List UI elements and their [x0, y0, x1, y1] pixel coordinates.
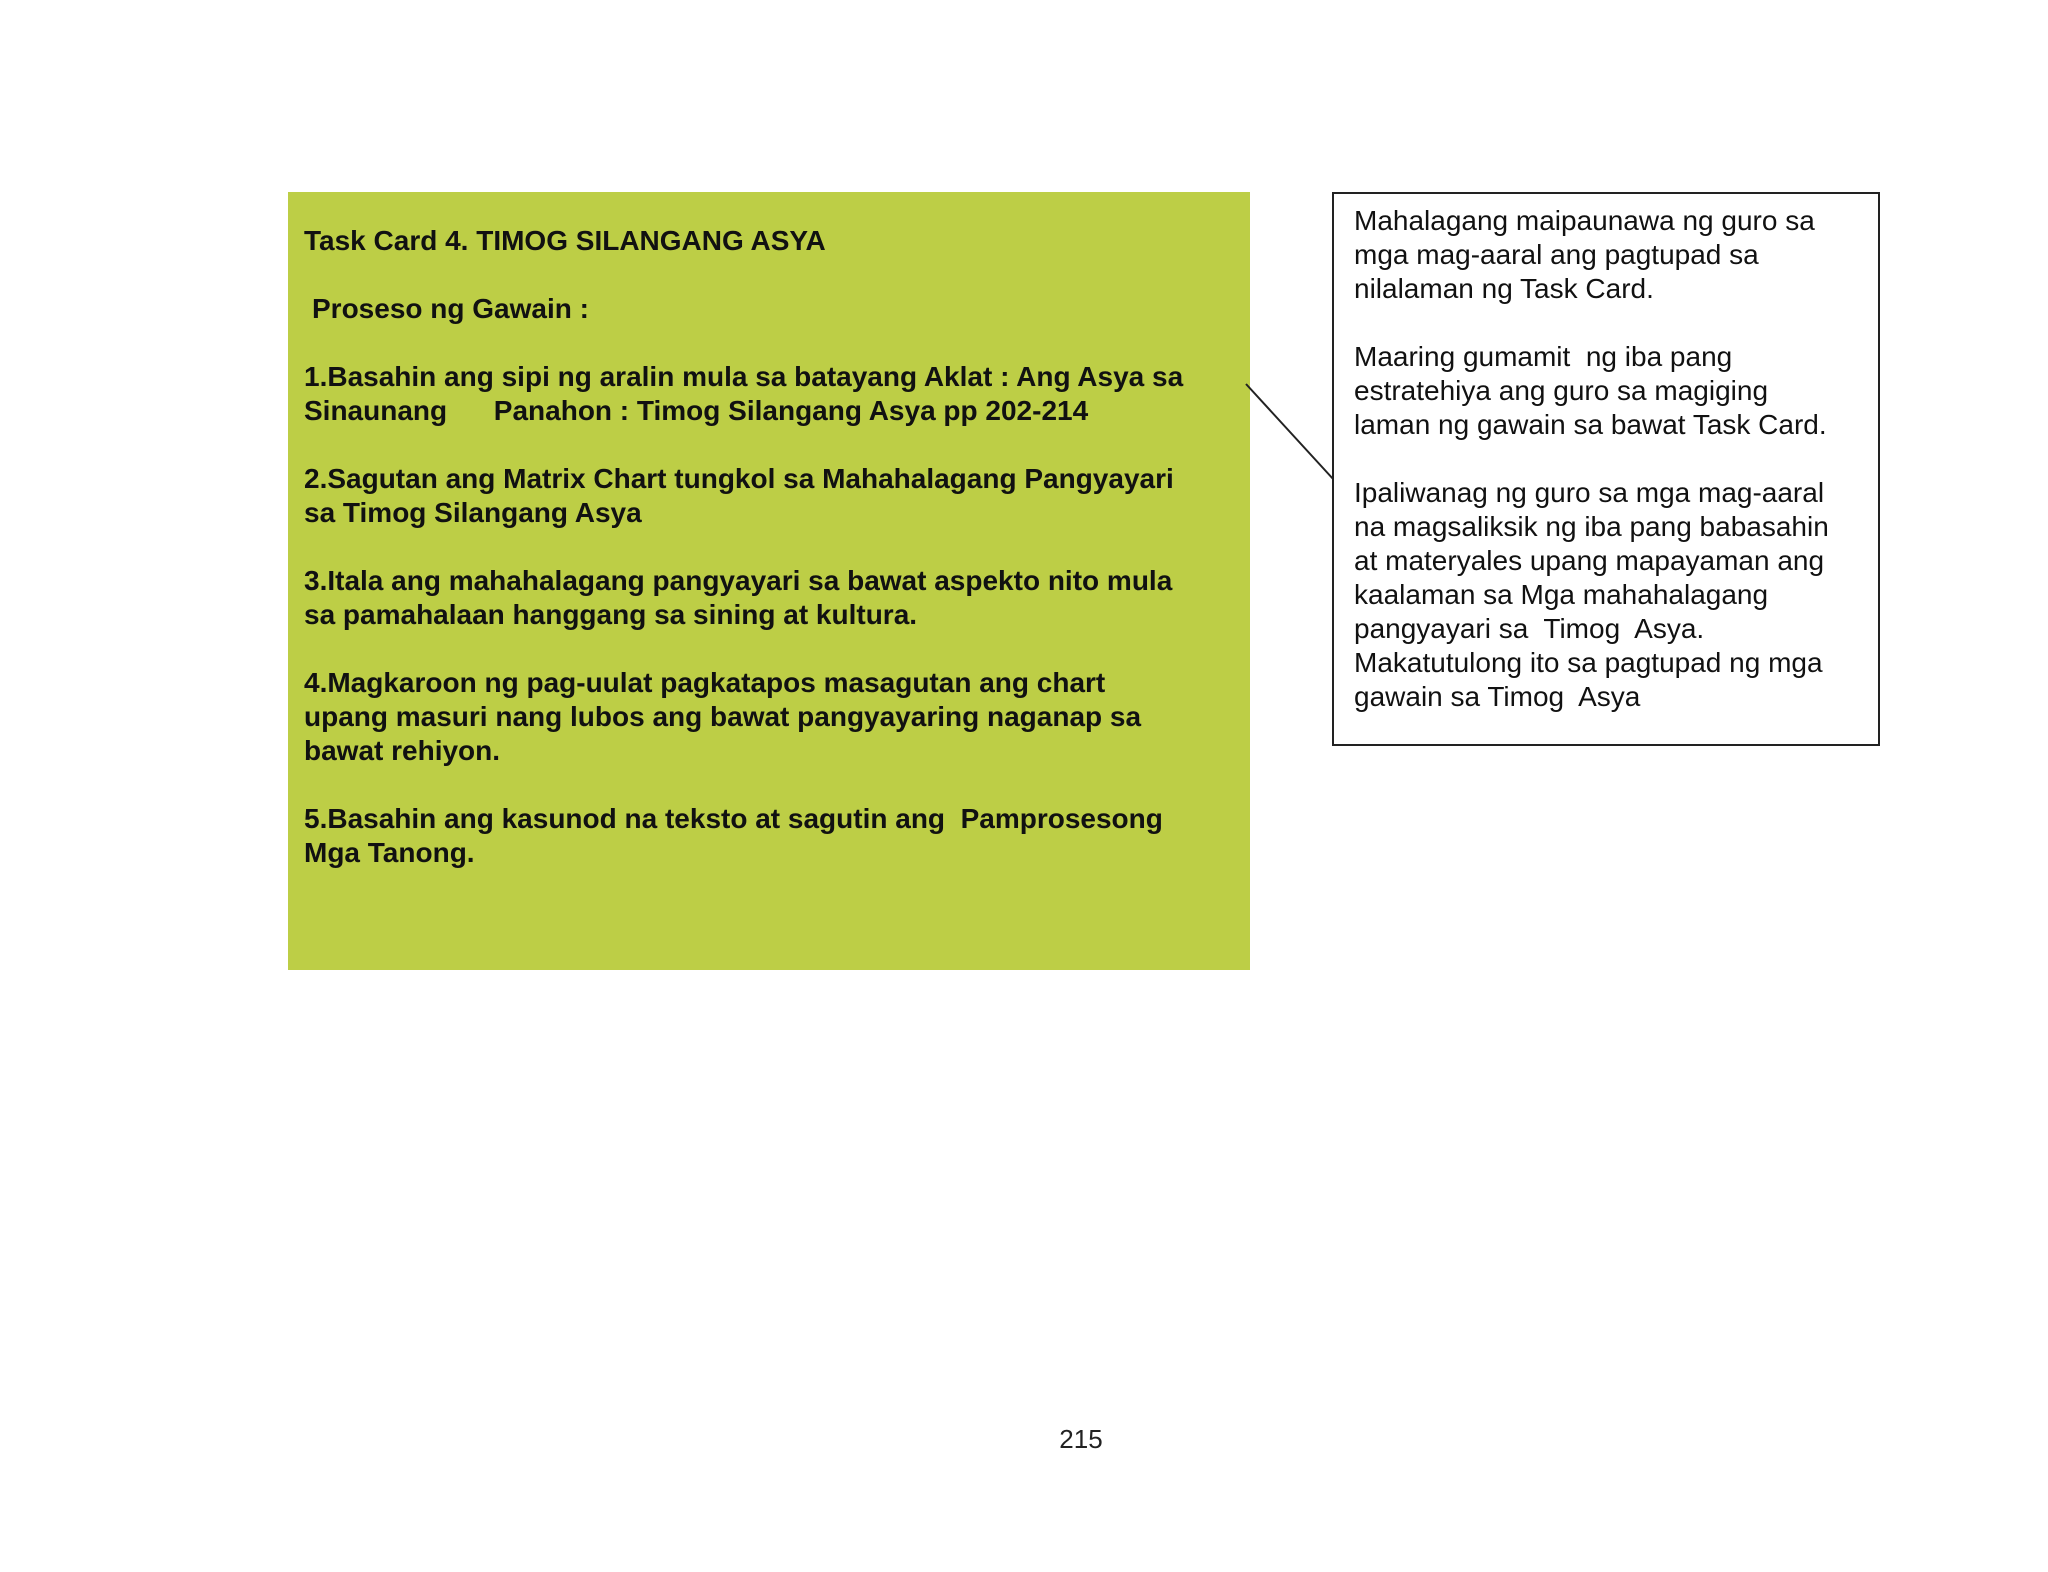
step-line: Mga Tanong.	[304, 837, 475, 868]
note-line: mga mag-aaral ang pagtupad sa	[1354, 239, 1759, 270]
note-paragraph-3	[1354, 476, 1858, 714]
step-line: 2.Sagutan ang Matrix Chart tungkol sa Mahahalagang Pangyayari	[304, 463, 1174, 494]
note-paragraph-2	[1354, 340, 1858, 442]
step-3	[304, 564, 1234, 632]
note-line: Mahalagang maipaunawa ng guro sa	[1354, 205, 1815, 236]
step-5	[304, 802, 1234, 870]
step-line: Sinaunang Panahon : Timog Silangang Asya pp 202-214	[304, 395, 1089, 426]
step-4	[304, 666, 1234, 768]
note-line: at materyales upang mapayaman ang	[1354, 545, 1825, 576]
teacher-note-box	[1332, 192, 1880, 746]
step-1	[304, 360, 1234, 428]
note-paragraph-1	[1354, 204, 1858, 306]
step-line: sa Timog Silangang Asya	[304, 497, 642, 528]
page-number: 215	[1059, 1424, 1103, 1454]
note-line: gawain sa Timog Asya	[1354, 681, 1641, 712]
step-2	[304, 462, 1234, 530]
note-line: kaalaman sa Mga mahahalagang	[1354, 579, 1769, 610]
task-card-title: Task Card 4. TIMOG SILANGANG ASYA	[304, 225, 826, 256]
note-line: Makatutulong ito sa pagtupad ng mga	[1354, 647, 1823, 678]
step-line: bawat rehiyon.	[304, 735, 501, 766]
note-line: estratehiya ang guro sa magiging	[1354, 375, 1769, 406]
step-line: 4.Magkaroon ng pag-uulat pagkatapos masagutan ang chart	[304, 667, 1106, 698]
step-line: sa pamahalaan hanggang sa sining at kultura.	[304, 599, 918, 630]
note-line: nilalaman ng Task Card.	[1354, 273, 1654, 304]
note-line: Ipaliwanag ng guro sa mga mag-aaral	[1354, 477, 1825, 508]
step-line: 3.Itala ang mahahalagang pangyayari sa bawat aspekto nito mula	[304, 565, 1173, 596]
step-line: upang masuri nang lubos ang bawat pangyayaring naganap sa	[304, 701, 1142, 732]
note-line: laman ng gawain sa bawat Task Card.	[1354, 409, 1827, 440]
note-line: Maaring gumamit ng iba pang	[1354, 341, 1733, 372]
step-line: 1.Basahin ang sipi ng aralin mula sa batayang Aklat : Ang Asya sa	[304, 361, 1184, 392]
note-line: pangyayari sa Timog Asya.	[1354, 613, 1705, 644]
note-line: na magsaliksik ng iba pang babasahin	[1354, 511, 1829, 542]
step-line: 5.Basahin ang kasunod na teksto at sagutin ang Pamprosesong	[304, 803, 1163, 834]
task-card	[288, 192, 1250, 970]
task-card-subtitle: Proseso ng Gawain :	[312, 293, 589, 324]
